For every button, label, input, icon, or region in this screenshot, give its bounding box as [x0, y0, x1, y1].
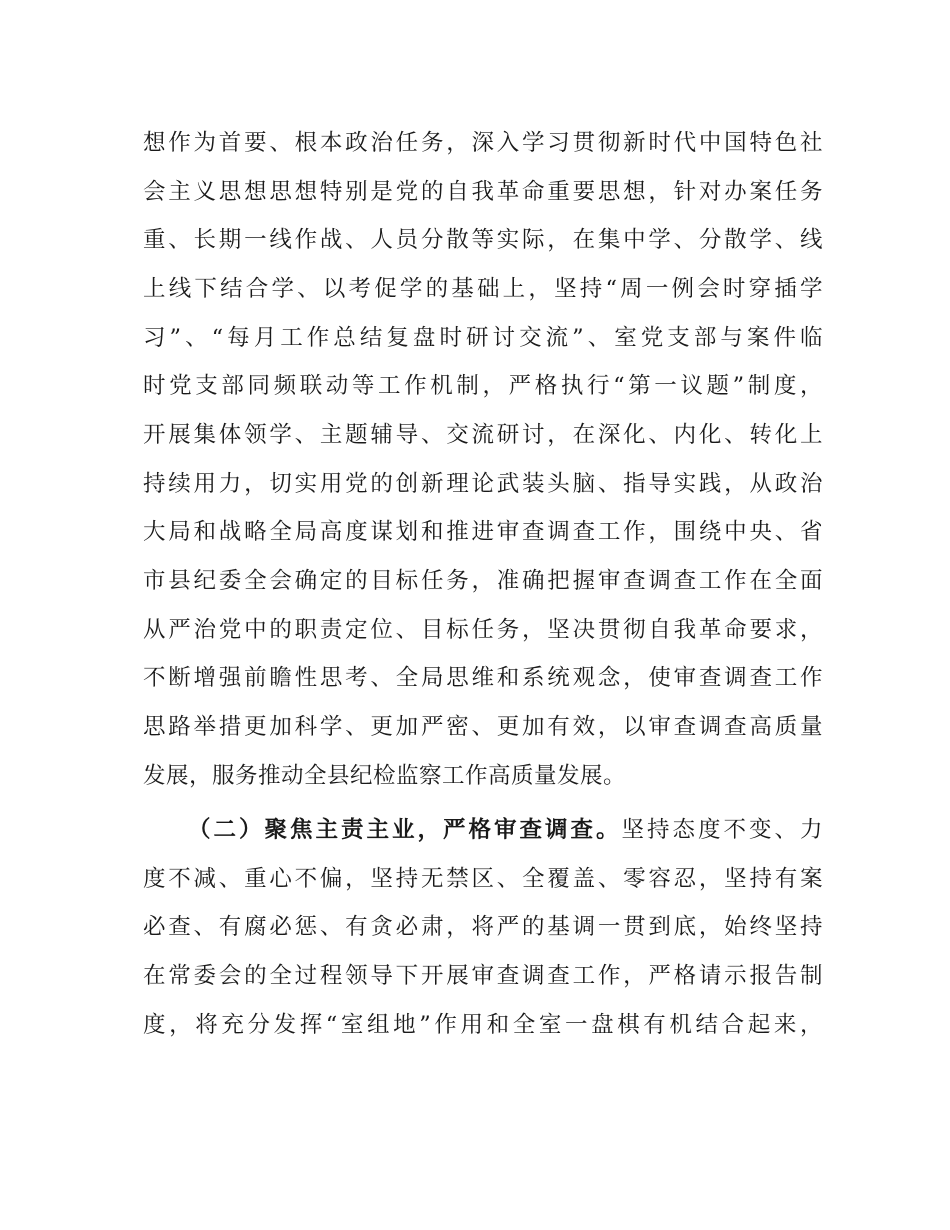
- paragraph-line: 发展，服务推动全县纪检监察工作高质量发展。: [143, 763, 627, 789]
- paragraph-line: 在常委会的全过程领导下开展审查调查工作，严格请示报告制: [143, 963, 823, 989]
- paragraph-line: 大局和战略全局高度谋划和推进审查调查工作，围绕中央、省: [143, 519, 823, 545]
- paragraph-line: 持续用力，切实用党的创新理论武装头脑、指导实践，从政治: [143, 471, 823, 497]
- paragraph-text: 坚持态度不变、力: [621, 817, 823, 843]
- paragraph-line: 时党支部同频联动等工作机制，严格执行“第一议题”制度，: [143, 373, 823, 399]
- paragraph-line: 思路举措更加科学、更加严密、更加有效，以审查调查高质量: [143, 714, 823, 740]
- paragraph-line: 市县纪委全会确定的目标任务，准确把握审查调查工作在全面: [143, 568, 823, 594]
- paragraph-first-line: [188, 810, 823, 850]
- paragraph-line: 会主义思想思想特别是党的自我革命重要思想，针对办案任务: [143, 179, 823, 205]
- paragraph-line: 从严治党中的职责定位、目标任务，坚决贯彻自我革命要求，: [143, 617, 823, 643]
- paragraph-line: 度，将充分发挥“室组地”作用和全室一盘棋有机结合起来，: [143, 1012, 823, 1038]
- paragraph-line: 必查、有腐必惩、有贪必肃，将严的基调一贯到底，始终坚持: [143, 914, 823, 940]
- paragraph-line: 开展集体领学、主题辅导、交流研讨，在深化、内化、转化上: [143, 422, 823, 448]
- paragraph-line: 度不减、重心不偏，坚持无禁区、全覆盖、零容忍，坚持有案: [143, 866, 823, 892]
- paragraph-line: 上线下结合学、以考促学的基础上，坚持“周一例会时穿插学: [143, 276, 823, 302]
- paragraph-line: 不断增强前瞻性思考、全局思维和系统观念，使审查调查工作: [143, 665, 823, 691]
- paragraph-line: 习”、“每月工作总结复盘时研讨交流”、室党支部与案件临: [143, 325, 823, 351]
- paragraph-line: 重、长期一线作战、人员分散等实际，在集中学、分散学、线: [143, 227, 823, 253]
- section-heading: （二）聚焦主责主业，严格审查调查。: [188, 817, 622, 843]
- paragraph-line: 想作为首要、根本政治任务，深入学习贯彻新时代中国特色社: [143, 130, 823, 156]
